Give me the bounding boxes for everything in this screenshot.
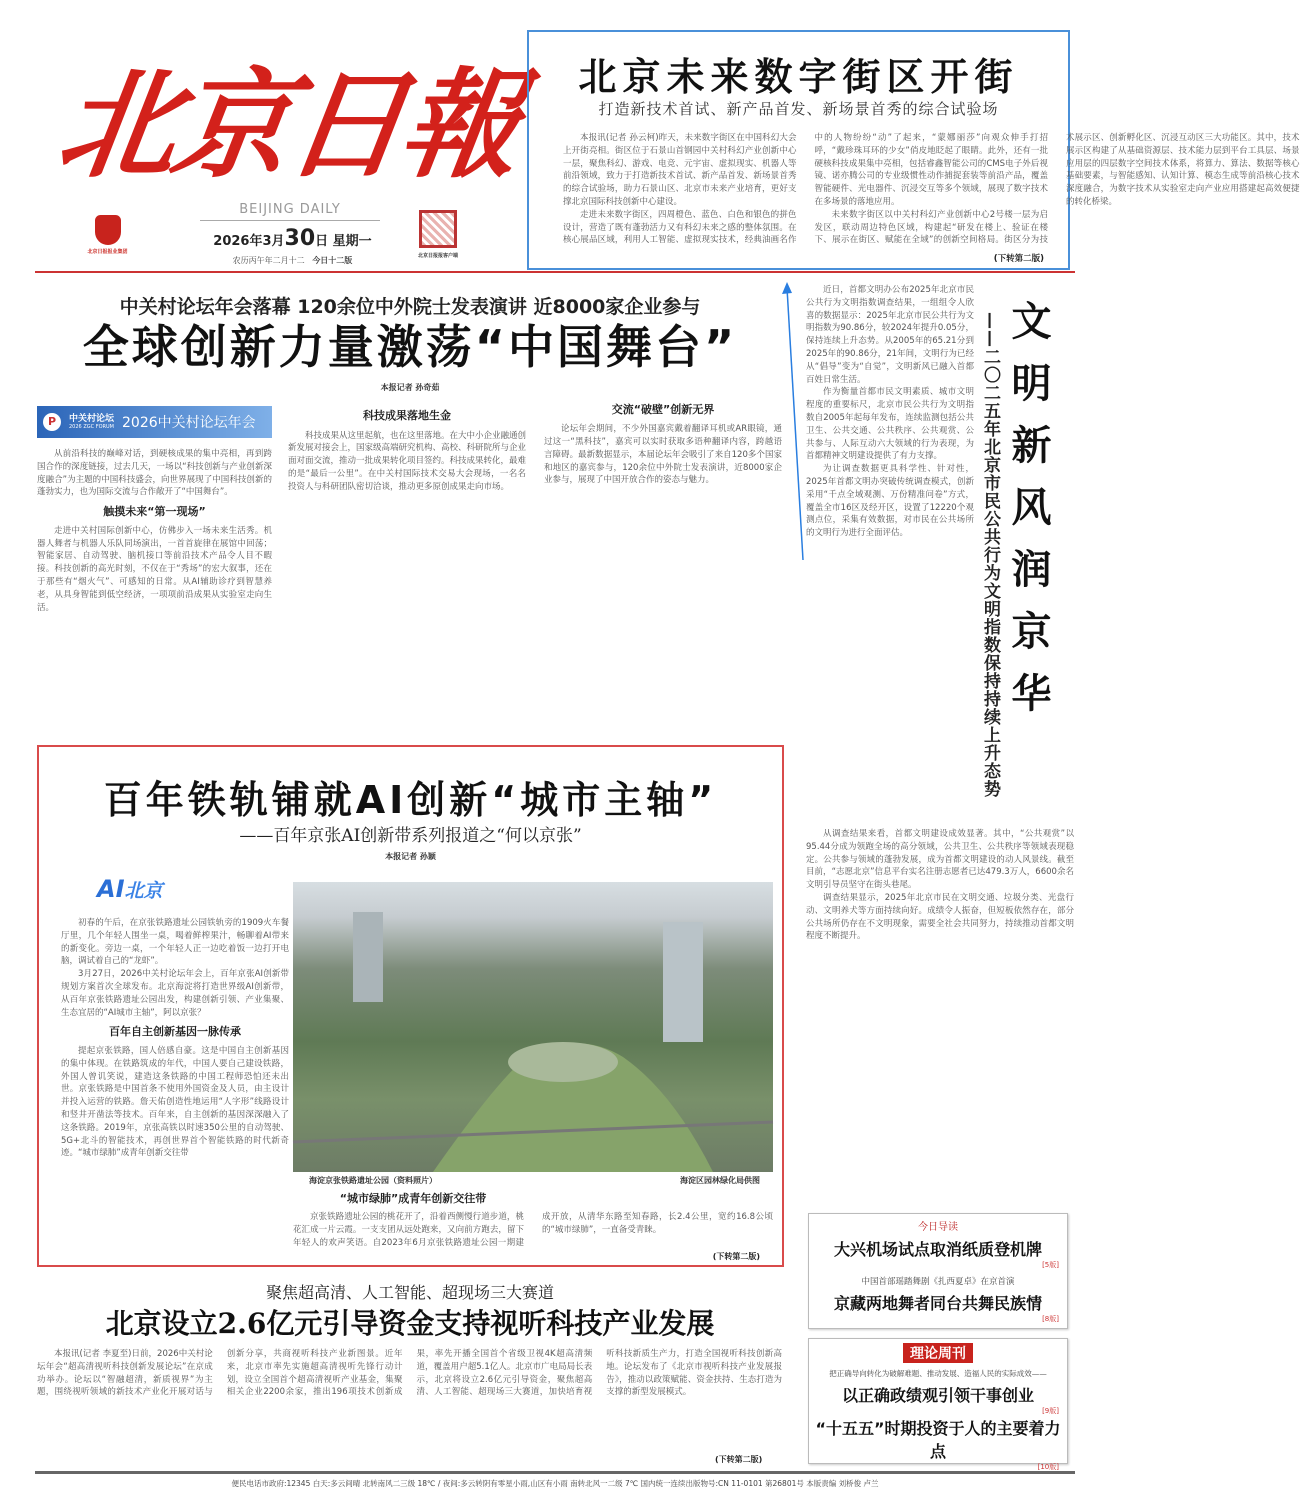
footer-divider (35, 1471, 1075, 1474)
top-story-body: 本报讯(记者 孙云柯)昨天，未来数字街区在中国科幻大会上开街亮相。街区位于石景山首钢园中关村科幻产业创新中心一层，聚焦科幻、游戏、电竞、元宇宙、虚拟现实、机器人等前沿领域，致力于打造新技术首试、新产品首发、新场景首秀的综合试验场，助力石景山区、北京市未来产业培育，更好支撑北京国际科技创新中心建设。 走进未来数字街区，四周橙色、蓝色、白色和银色的拼色设计，营造了既有蓬勃活力又有科幻未来之感的整体氛围。在核心展品区域，利用人工智能、虚拟现实技术，经典油画名作中的人物纷纷“动”了起来，“蒙娜丽莎”向观众伸手打招呼，“戴珍珠耳环的少女”俏皮地眨起了眼睛。此外，还有一批硬核科技成果集中亮相，包括睿鑫智能公司的CMS电子外后视镜、诺亦腾公司的专业级惯性动作捕捉套装等前沿产品，覆盖智能硬件、光电器件、沉浸交互等多个领域，展现了数字技术在多场景的落地应用。 未来数字街区以中关村科幻产业创新中心2号楼一层为启发区，联动周边特色区域，构建起“研发在楼上、验证在楼下、展示在街区、赋能在全域”的创新空间格局。街区分为技术展示区、创新孵化区、沉浸互动区三大功能区。其中，技术展示区构建了从基础资源层、技术能力层到平台工具层、场景应用层的四层数字空间技术体系，将算力、算法、数据等核心基础要素，与智能感知、认知计算、模态生成等前沿核心技术深度融合，为数字技术从实验室走向产业应用搭建起高效便捷的转化桥梁。 (563, 133, 1300, 246)
av-continued-note: (下转第二版) (715, 1455, 763, 1464)
today-guide-box: 今日导读 大兴机场试点取消纸质登机牌 [5版] 中国首部瑶踏舞剧《扎西夏卓》在京首演 京藏两地舞者同台共舞民族情 [8版] (808, 1213, 1068, 1329)
theory-link-2[interactable]: “十五五”时期投资于人的主要着力点 (815, 1419, 1061, 1461)
theory-weekly-tag: 理论周刊 (903, 1343, 973, 1363)
av-body: 本报讯(记者 李夏至)日前，2026中关村论坛年会“超高清视听科技创新发展论坛”在京成功举办。论坛以“智融超清，新质视界”为主题，围绕视听领域的新技术产业化开展对话与创新分享，共商视听科技产业新图景。近年来，北京市率先实施超高清视听先锋行动计划，设立全国首个超高清视听产业基金，集聚相关企业2200余家，推出196项技术创新成果，率先开播全国首个省级卫视4K超高清频道，覆盖用户超5.1亿人。北京市广电局局长表示，北京将设立2.6亿元引导资金，聚焦超高清、人工智能、超现场三大赛道，加快培育视听科技新质生产力，打造全国视听科技创新高地。论坛发布了《北京市视听科技产业发展报告》，推动以政策赋能、资金扶持、生态打造为支撑的新型发展模式。 (37, 1349, 782, 1398)
ai-headline: 百年铁轨铺就AI创新“城市主轴” (103, 778, 718, 822)
civilization-subheadline: ——二〇二五年北京市民公共行为文明指数保持持续上升态势 (980, 312, 1000, 798)
top-story-headline: 北京未来数字街区开街 (578, 55, 1019, 99)
lunar-date: 农历丙午年二月十二 今日十二版 (232, 256, 353, 265)
railway-park-illustration (293, 882, 773, 1172)
today-guide-tag: 今日导读 (918, 1222, 958, 1233)
park-aerial-photo (293, 882, 773, 1172)
ai-byline: 本报记者 孙颖 (385, 852, 436, 861)
ai-body-left: 初春的午后，在京张铁路遗址公园铁轨旁的1909火车餐厅里，几个年轻人围坐一桌，喝着鲜榨果汁，畅聊着AI带来的新变化。旁边一桌，一个年轻人正一边吃着饭一边打开电脑，调试着自己的“龙虾”。 3月27日，2026中关村论坛年会上，百年京张AI创新带规划方案首次全球发布。北京海淀将打造世界级AI创新带，从百年京张铁路遗址公园出发，构建创新引领、产业集聚、生态宜居的“AI城市主轴”，阿以京张？ 百年自主创新基因一脉传承 提起京张铁路，国人倍感自豪。这是中国自主创新基因的集中体现。在铁路筑成的年代，中国人要自己建设铁路，外国人曾讥笑说，建造这条铁路的中国工程师恐怕还未出世。京张铁路是中国首条不使用外国资金及人员，由主设计并投入运营的铁路。詹天佑创造性地运用“人字形”线路设计和竖井开凿法等技术。百年来，自主创新的基因深深融入了这条铁路。2019年，京张高铁以时速350公里的自动驾驶、5G+北斗的智能技术，再创世界首个智能铁路的时代新奇迹。“城市绿肺”成青年创新交往带 (61, 918, 289, 1159)
civilization-body-top: 近日，首都文明办公布2025年北京市民公共行为文明指数调查结果，一组组令人欣喜的数据显示：2025年北京市民公共行为文明指数为90.86分，较2024年提升0.05分，保持连续上升态势。从2005年的65.21分到2025年的90.86分，21年间，文明行为已经从“倡导”变为“自觉”，文明新风已融入首都百姓日常生活。 作为衡量首都市民文明素质、城市文明程度的重要标尺，北京市民公共行为文明指数自2005年起每年发布，连续监测包括公共卫生、公共交通、公共秩序、公共观赏、公共参与、人际互动六大领域的行为表现，为首都精神文明建设提供了有力支撑。 为让调查数据更具科学性、针对性，2025年首都文明办突破传统调查模式，创新采用“千点全域观测、万份精准问卷”方式，覆盖全市16区及经开区，设置了12220个观测点位，采集有效数据，对市民在公共场所的文明行为进行全面评估。 (806, 285, 974, 539)
masthead-logo: 北京日報 (50, 55, 526, 194)
group-logo: 北京日报报业集团 (80, 215, 135, 265)
top-story-highlight[interactable] (527, 30, 1300, 270)
ai-continued-note: (下转第二版) (712, 1252, 760, 1261)
photo-caption-right: 海淀区园林绿化局供图 (680, 1176, 760, 1185)
lead-body-cols: 科技成果落地生金 科技成果从这里起航，也在这里落地。在大中小企业融通创新发展对接会上，国家级高端研究机构、高校、科研院所与企业面对面交流，推动一批成果转化项目签约。科技成果转化，最难的是“最后一公里”。在中关村国际技术交易大会现场，一名名投资人与科研团队密切洽谈，推动更多原创成果走向市场。 交流“破壁”创新无界 论坛年会期间，不少外国嘉宾戴着翻译耳机或AR眼镜，通过这一“黑科技”，嘉宾可以实时获取多语种翻译内容，跨越语言障碍。最新数据显示，本届论坛年会吸引了来自120多个国家和地区的嘉宾参与，120余位中外院士发表演讲，近8000家企业参与，展现了中国开放合作的姿态与魅力。 (288, 403, 782, 492)
qr-code[interactable]: 北京日报报客户端 (408, 210, 468, 259)
lead-byline: 本报记者 孙奇茹 (380, 383, 440, 392)
footer-info: 便民电话市政府:12345 白天:多云间晴 北转南风二三级 18℃ / 夜间:多云转阴有零星小雨,山区有小雨 南转北风一二级 7℃ 国内统一连续出版物号:CN 11-0101 第26801号 本版责编 刘桥俊 卢兰 (231, 1479, 879, 1488)
masthead-divider (35, 271, 1075, 273)
lead-body-col1: 从前沿科技的巅峰对话，到硬核成果的集中亮相，再到跨国合作的深度链接，过去几天，一场以“科技创新与产业创新深度融合”为主题的中国科技盛会，向世界展现了中国科技创新的蓬勃实力，也为国际交流与合作敞开了“中国舞台”。 触摸未来“第一现场” 走进中关村国际创新中心，仿佛步入一场未来生活秀。机器人舞者与机器人乐队同场演出，一首首旋律在展馆中回荡；智能家居、自动驾驶、脑机接口等前沿技术产品令人目不暇接。科技创新的高光时刻，不仅在于“秀场”的宏大叙事，还在于那些有“烟火气”、可感知的日常。从AI辅助诊疗到智慧养老，从具身智能到低空经济，一项项前沿成果从实验室走向生活。 (37, 449, 272, 613)
ai-beijing-logo: AI北京 (97, 875, 163, 903)
ai-story-box (37, 745, 784, 1267)
civilization-body-bottom: 从调查结果来看，首都文明建设成效显著。其中，“公共观赏”以95.44分成为领跑全场的高分领域，公共卫生、公共秩序等领域表现稳定。公共参与领域的蓬勃发展，成为首都文明建设的动人风景线。截至目前，“志愿北京”信息平台实名注册志愿者已达479.3万人，6600余名文明引导员坚守在街头巷尾。 调查结果显示，2025年北京市民在文明交通、垃圾分类、光盘行动、文明养犬等方面持续向好。成绩令人振奋，但短板依然存在，部分公共场所仍存在不文明现象，需要全社会共同努力，持续推动首都文明程度不断提升。 (806, 829, 1074, 942)
theory-weekly-box: 理论周刊 把正确导向转化为破解难题、推动发展、造福人民的实际成效—— 以正确政绩观引领干事创业 [9版] “十五五”时期投资于人的主要着力点 [10版] (808, 1338, 1068, 1464)
ai-subheadline: ——百年京张AI创新带系列报道之“何以京张” (239, 826, 582, 846)
av-headline: 北京设立2.6亿元引导资金支持视听科技产业发展 (105, 1307, 715, 1340)
theory-link-1[interactable]: 以正确政绩观引领干事创业 (841, 1386, 1034, 1405)
av-kicker: 聚焦超高清、人工智能、超现场三大赛道 (265, 1283, 554, 1302)
top-story-subheadline: 打造新技术首试、新产品首发、新场景首秀的综合试验场 (598, 100, 999, 118)
continued-note: (下转第二版) (990, 252, 1044, 264)
forum-logo-icon: P (43, 413, 61, 431)
lead-headline: 全球创新力量激荡“中国舞台” (82, 320, 738, 374)
ai-section-title: “城市绿肺”成青年创新交往带 (339, 1192, 487, 1205)
lead-kicker: 中关村论坛年会落幕 120余位中外院士发表演讲 近8000家企业参与 (119, 296, 701, 318)
guide-link-1[interactable]: 大兴机场试点取消纸质登机牌 (833, 1240, 1042, 1259)
masthead-english: BEIJING DAILY (200, 202, 380, 221)
guide-link-2[interactable]: 京藏两地舞者同台共舞民族情 (833, 1294, 1042, 1313)
ai-body-bottom: 京张铁路遗址公园的桃花开了，沿着西侧慢行道步道，桃花汇成一片云霞。一支支团从远处跑来，又向前方跑去，留下年轻人的欢声笑语。自2023年6月京张铁路遗址公园一期建成开放，从清华东路至知春路，长2.4公里，宽约16.8公顷的“城市绿肺”，一直备受青睐。 (293, 1212, 773, 1248)
issue-date: 2026年3月30日 星期一 (213, 226, 372, 251)
photo-caption-left: 海淀京张铁路遗址公园（资料照片） (309, 1176, 437, 1185)
civilization-headline: 文明新风润京华 (1005, 300, 1051, 734)
forum-banner: P 中关村论坛 2026 ZGC FORUM 2026中关村论坛年会 (37, 406, 272, 438)
